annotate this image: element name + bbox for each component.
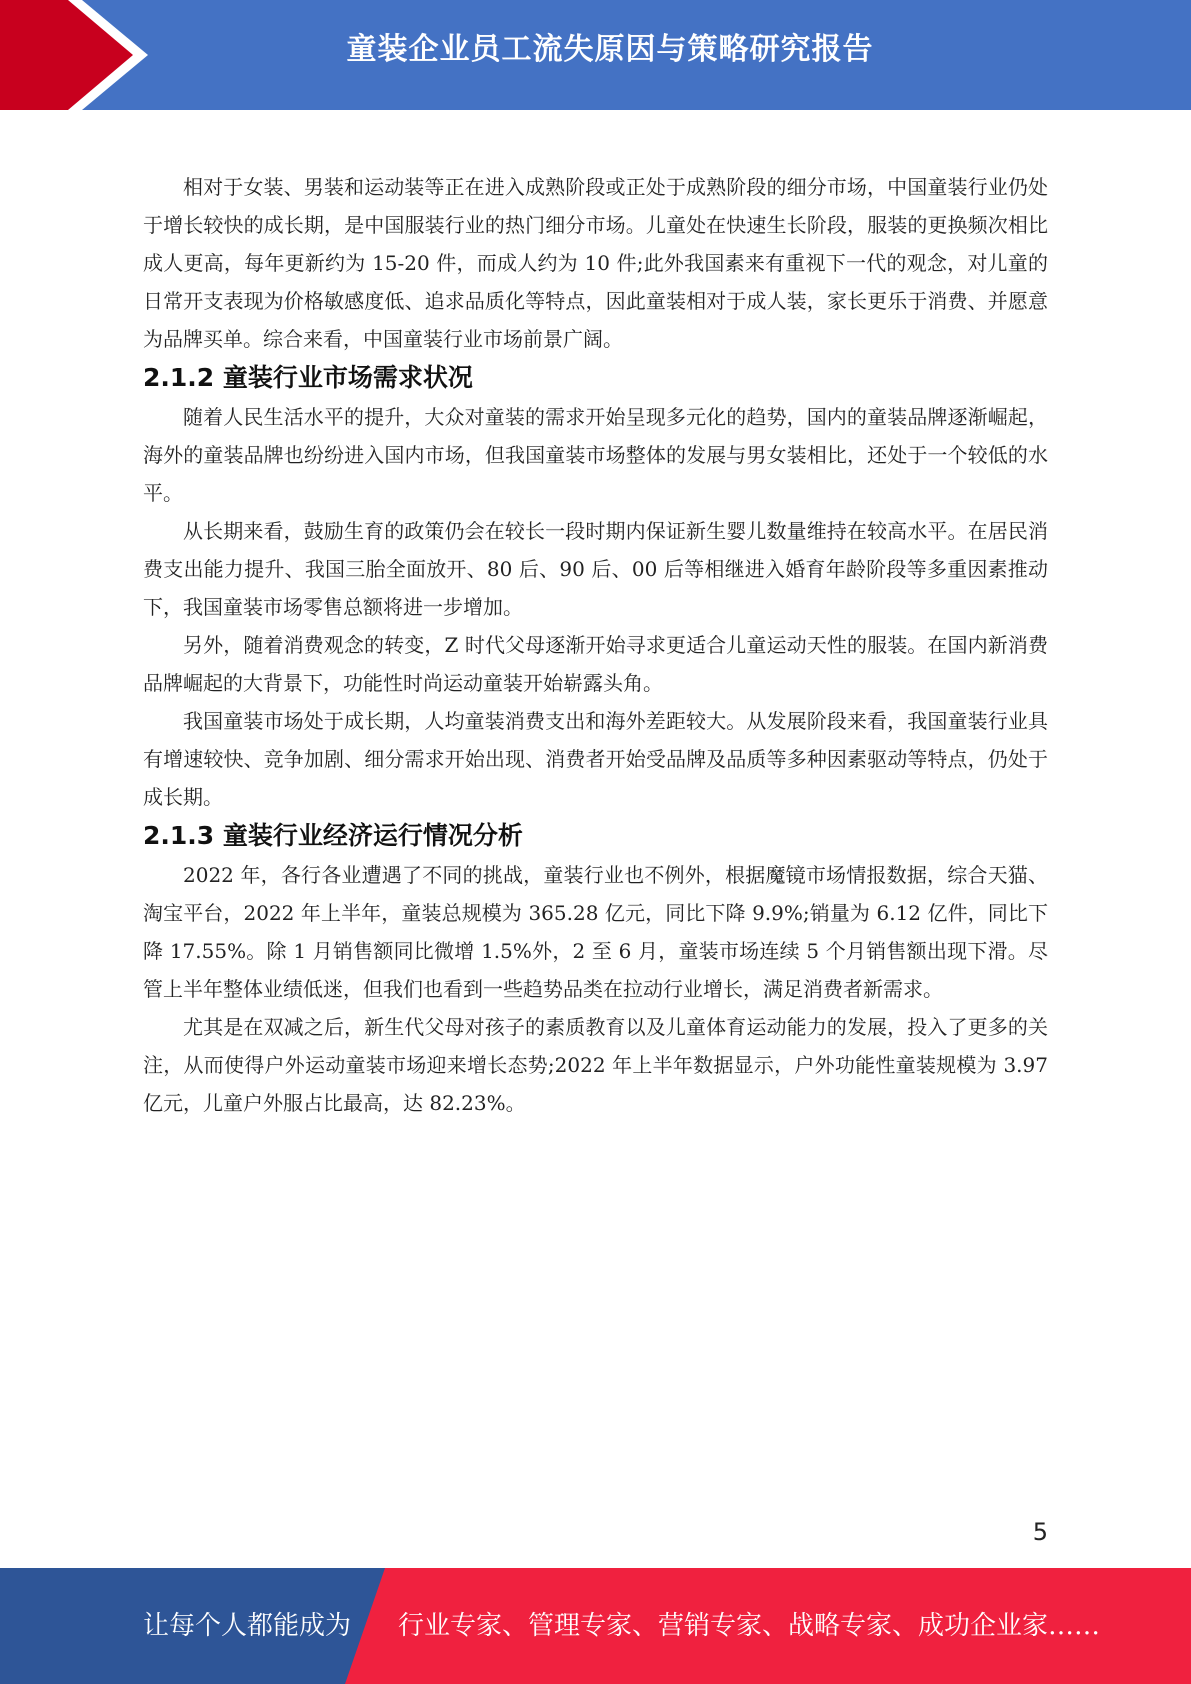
intro-paragraph: 相对于女装、男装和运动装等正在进入成熟阶段或正处于成熟阶段的细分市场，中国童装行业仍处于增长较快的成长期，是中国服装行业的热门细分市场。儿童处在快速生长阶段，服装的更换频次相比成人更高，每年更新约为 15-20 件，而成人约为 10 件;此外我国素来有重视下一代的观念，对儿童的日常开支表现为价格敏感度低、追求品质化等特点，因此童装相对于成人装，家长更乐于消费、并愿意为品牌买单。综合来看，中国童装行业市场前景广阔。 (143, 175, 1048, 351)
page-header (0, 0, 1191, 110)
paragraph: 从长期来看，鼓励生育的政策仍会在较长一段时期内保证新生婴儿数量维持在较高水平。在居民消费支出能力提升、我国三胎全面放开、80 后、90 后、00 后等相继进入婚育年龄阶段等多重因素推动下，我国童装市场零售总额将进一步增加。 (143, 519, 1048, 619)
paragraph: 另外，随着消费观念的转变，Z 时代父母逐渐开始寻求更适合儿童运动天性的服装。在国内新消费品牌崛起的大背景下，功能性时尚运动童装开始崭露头角。 (143, 633, 1048, 695)
section-heading-2-1-2: 2.1.2 童装行业市场需求状况 (143, 363, 473, 392)
paragraph: 尤其是在双减之后，新生代父母对孩子的素质教育以及儿童体育运动能力的发展，投入了更多的关注，从而使得户外运动童装市场迎来增长态势;2022 年上半年数据显示，户外功能性童装规模为 3.97 亿元，儿童户外服占比最高，达 82.23%。 (143, 1015, 1048, 1115)
report-title: 童装企业员工流失原因与策略研究报告 (346, 32, 874, 67)
paragraph: 随着人民生活水平的提升，大众对童装的需求开始呈现多元化的趋势，国内的童装品牌逐渐崛起，海外的童装品牌也纷纷进入国内市场，但我国童装市场整体的发展与男女装相比，还处于一个较低的水平。 (143, 405, 1048, 505)
document-body (143, 168, 1048, 1122)
page-footer (0, 1568, 1191, 1684)
section-heading-2-1-3: 2.1.3 童装行业经济运行情况分析 (143, 821, 523, 850)
footer-slogan-right: 行业专家、管理专家、营销专家、战略专家、成功企业家…… (398, 1611, 1101, 1641)
footer-slogan-left: 让每个人都能成为 (143, 1611, 352, 1641)
paragraph: 2022 年，各行各业遭遇了不同的挑战，童装行业也不例外，根据魔镜市场情报数据，综合天猫、淘宝平台，2022 年上半年，童装总规模为 365.28 亿元，同比下降 9.9%;销量为 6.12 亿件，同比下降 17.55%。除 1 月销售额同比微增 1.5%外，2 至 6 月，童装市场连续 5 个月销售额出现下滑。尽管上半年整体业绩低迷，但我们也看到一些趋势品类在拉动行业增长，满足消费者新需求。 (143, 863, 1048, 1001)
paragraph: 我国童装市场处于成长期，人均童装消费支出和海外差距较大。从发展阶段来看，我国童装行业具有增速较快、竞争加剧、细分需求开始出现、消费者开始受品牌及品质等多种因素驱动等特点，仍处于成长期。 (143, 709, 1048, 809)
page-number: 5 (1032, 1518, 1048, 1546)
